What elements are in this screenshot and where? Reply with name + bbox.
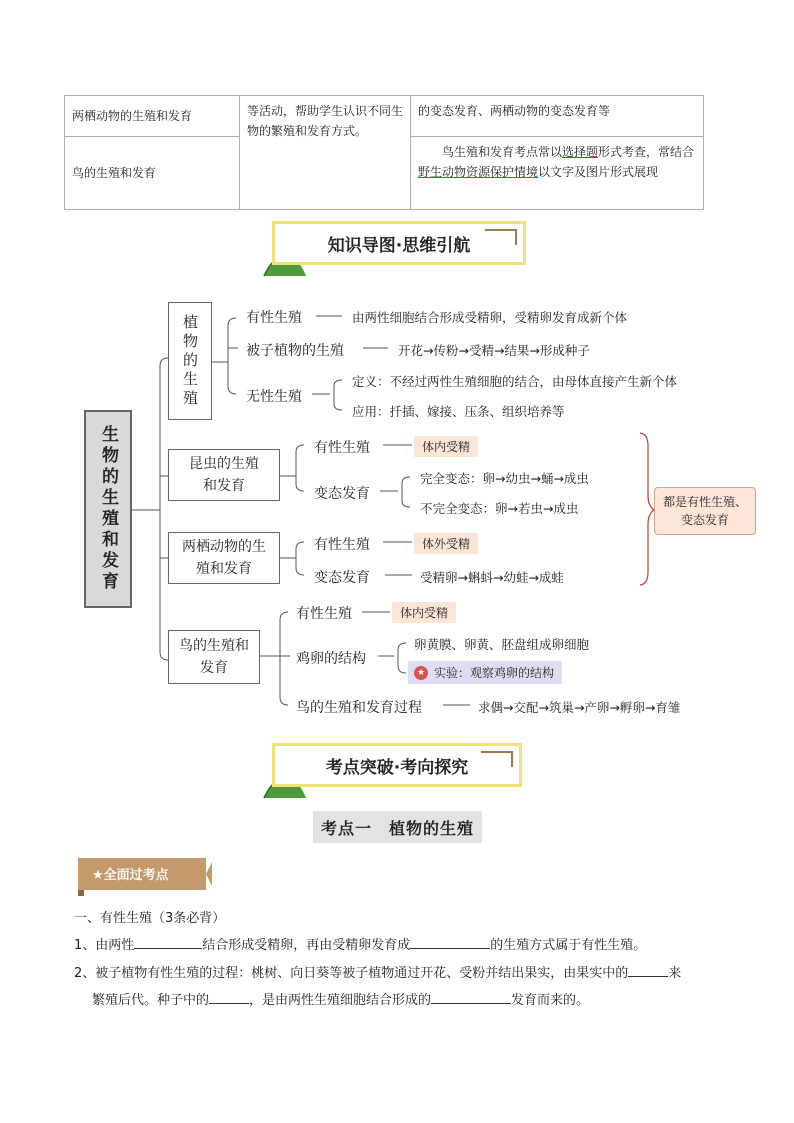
section-title-text: 考点一 植物的生殖 [320, 818, 474, 838]
plant-sexual-label: 有性生殖 [246, 310, 302, 326]
summary-text: 都是有性生殖、变态发育 [662, 495, 747, 527]
question-text: 结合形成受精卵，再由受精卵发育成 [202, 938, 411, 953]
section-title [313, 811, 482, 843]
bird-egg-structure-label: 鸡卵的结构 [296, 651, 366, 667]
plant-asexual-application: 应用：扦插、嫁接、压条、组织培养等 [352, 404, 565, 419]
bird-egg-structure-desc: 卵黄膜、卵黄、胚盘组成卵细胞 [414, 637, 590, 652]
section-banner-exam [272, 743, 522, 787]
question-line-3 [92, 989, 589, 1008]
bird-process-desc: 求偶→交配→筑巢→产卵→孵卵→育雏 [478, 700, 681, 715]
answer-blank[interactable] [410, 936, 490, 949]
bird-process-label: 鸟的生殖和发育过程 [296, 700, 422, 716]
amphibian-sexual-label: 有性生殖 [314, 537, 370, 553]
answer-blank[interactable] [628, 964, 668, 977]
amphibian-metamorphosis-label: 变态发育 [314, 570, 370, 586]
experiment-text: 实验：观察鸡卵的结构 [434, 666, 555, 680]
table-cell-emphasis: 选择题 [562, 145, 599, 159]
ribbon-text: ★全面过考点 [92, 868, 169, 883]
ribbon-label [78, 858, 212, 890]
branch-bird-box [168, 630, 260, 684]
bird-sexual-label: 有性生殖 [296, 606, 352, 622]
table-cell-text: 以文字及图片形式展现 [538, 165, 659, 179]
question-text: 2、被子植物有性生殖的过程：桃树、向日葵等被子植物通过开花、受粉并结出果实，由果实中的 [74, 966, 629, 981]
branch-label: 两栖动物的生殖和发育 [182, 539, 266, 577]
table-cell-text: 鸟生殖和发育考点常以 [442, 145, 563, 159]
table-cell-text: 的变态发育、两栖动物的变态发育等 [418, 104, 611, 118]
root-label: 生物的生殖和发育 [98, 425, 118, 593]
question-text: 繁殖后代。种子中的 [92, 993, 210, 1008]
question-text: 发育而来的。 [511, 993, 590, 1008]
answer-blank[interactable] [134, 936, 202, 949]
bird-experiment-tag [408, 661, 562, 684]
branch-label: 昆虫的生殖和发育 [189, 456, 259, 494]
insect-incomplete-metamorphosis: 不完全变态：卵→若虫→成虫 [420, 501, 579, 516]
plant-angio-desc: 开花→传粉→受精→结果→形成种子 [398, 343, 590, 358]
question-line-2 [74, 962, 681, 981]
insect-fertilization-tag: 体内受精 [414, 436, 478, 457]
question-line-1 [74, 934, 646, 953]
amphibian-metamorphosis-desc: 受精卵→蝌蚪→幼蛙→成蛙 [420, 570, 564, 585]
plant-sexual-desc: 由两性细胞结合形成受精卵，受精卵发育成新个体 [352, 310, 628, 325]
question-text: 1、由两性 [74, 938, 135, 953]
branch-label: 植物的生殖 [181, 313, 199, 409]
question-text: ，是由两性生殖细胞结合形成的 [249, 993, 432, 1008]
table-cell-emphasis: 野生动物资源保护情境 [418, 165, 539, 179]
star-icon: ★ [414, 666, 428, 680]
branch-insect-box [168, 449, 280, 501]
answer-blank[interactable] [209, 991, 249, 1004]
insect-complete-metamorphosis: 完全变态：卵→幼虫→蛹→成虫 [420, 471, 589, 486]
plant-asexual-label: 无性生殖 [246, 389, 302, 405]
insect-metamorphosis-label: 变态发育 [314, 486, 370, 502]
insect-sexual-label: 有性生殖 [314, 440, 370, 456]
banner-title: 知识导图·思维引航 [327, 235, 471, 256]
table-row-label: 鸟的生殖和发育 [72, 166, 157, 180]
plant-asexual-definition: 定义：不经过两性生殖细胞的结合，由母体直接产生新个体 [352, 374, 678, 389]
branch-label: 鸟的生殖和发育 [179, 638, 249, 676]
plant-angio-label: 被子植物的生殖 [246, 343, 344, 359]
amphibian-fertilization-tag: 体外受精 [414, 533, 478, 554]
banner-title: 考点突破·考向探究 [325, 757, 469, 778]
bird-fertilization-tag: 体内受精 [392, 602, 456, 623]
branch-amphibian-box [168, 532, 280, 584]
ribbon-fold-decoration [78, 890, 84, 896]
table-row-label: 两栖动物的生殖和发育 [72, 109, 193, 123]
heading-sexual-reproduction: 一、有性生殖（3条必背） [74, 911, 226, 926]
mindmap-root [84, 410, 132, 608]
ribbon-notch-decoration [198, 858, 214, 890]
table-cell-text: 形式考查，常结合 [598, 145, 695, 159]
question-text: 来 [668, 966, 682, 981]
answer-blank[interactable] [431, 991, 511, 1004]
banner-corner-decoration [481, 751, 513, 767]
table-cell-text: 等活动，帮助学生认识不同生物的繁殖和发育方式。 [247, 104, 404, 138]
summary-note [654, 487, 756, 535]
branch-plant-box [168, 302, 212, 420]
question-text: 的生殖方式属于有性生殖。 [490, 938, 647, 953]
